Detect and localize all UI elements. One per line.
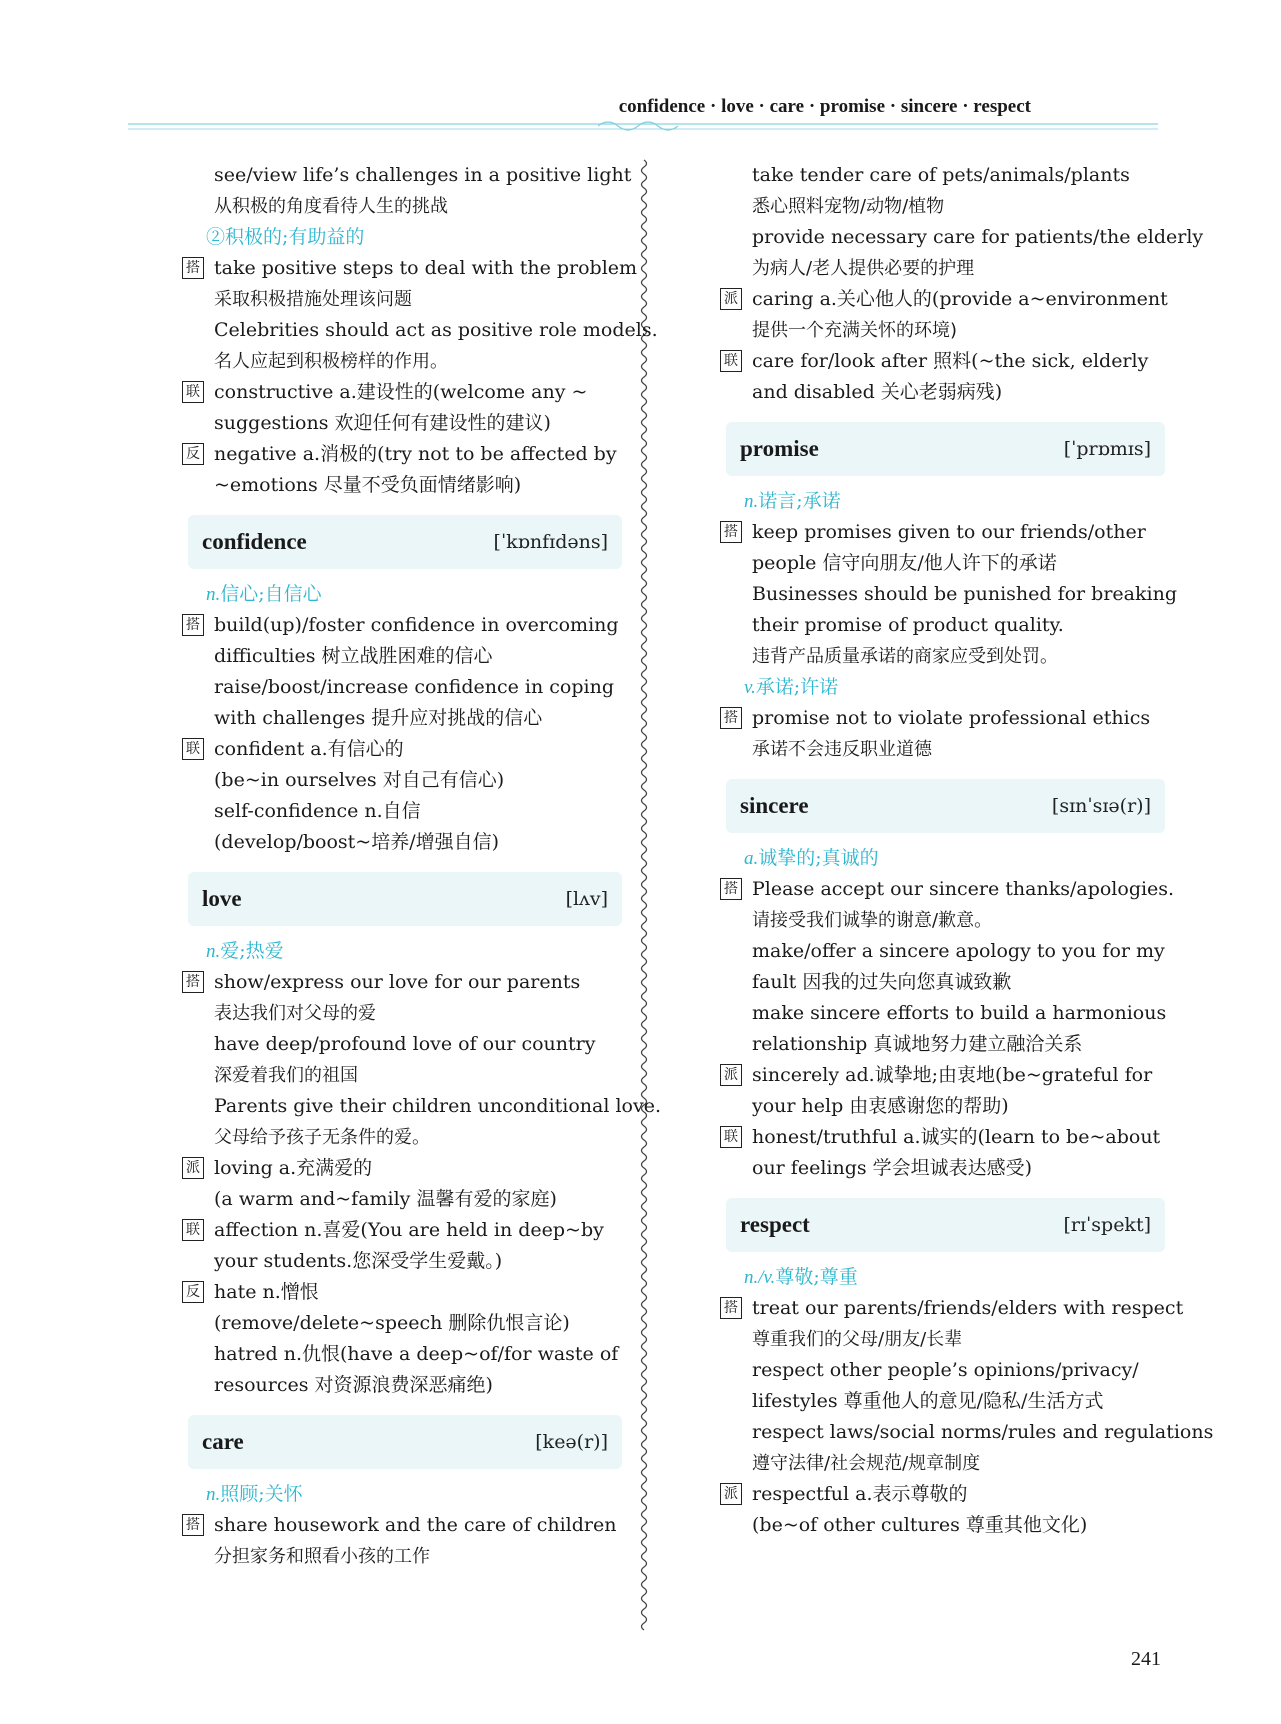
- entry-line: 悉心照料宠物/动物/植物: [752, 196, 945, 217]
- entry-line: 表达我们对父母的爱: [214, 1003, 376, 1024]
- entry-line: 联 care for/look after 照料(~the sick, elderly: [720, 346, 1165, 377]
- collocation-tag: 搭: [182, 257, 204, 279]
- entry-line: 联 confident a.有信心的: [182, 734, 622, 765]
- entry-line: 反 hate n.憎恨: [182, 1277, 622, 1308]
- entry-line: (develop/boost~培养/增强自信): [214, 831, 500, 853]
- entry-line: 父母给予孩子无条件的爱。: [214, 1127, 430, 1148]
- headword-box-confidence: [188, 515, 622, 569]
- entry-line: 遵守法律/社会规范/规章制度: [752, 1453, 981, 1474]
- derivative-tag: 派: [720, 288, 742, 310]
- entry-line: 搭 promise not to violate professional ethics: [720, 703, 1165, 734]
- entry-line: self-confidence n.自信: [214, 800, 421, 822]
- headword: care: [202, 1429, 244, 1454]
- headword: confidence: [202, 529, 307, 554]
- headword-box-respect: [726, 1198, 1165, 1252]
- entry-line: 承诺不会违反职业道德: [752, 739, 932, 760]
- sense-label: n.信心;自信心: [206, 583, 322, 605]
- phonetic: [ˈprɒmɪs]: [1063, 438, 1151, 460]
- page-number: 241: [1131, 1648, 1161, 1670]
- entry-line: 搭 take positive steps to deal with the problem: [182, 253, 622, 284]
- entry-line: 从积极的角度看待人生的挑战: [214, 196, 448, 217]
- entry-line: their promise of product quality.: [752, 614, 1064, 636]
- entry-line: provide necessary care for patients/the elderly: [752, 226, 1204, 248]
- entry-line: respect laws/social norms/rules and regulations: [752, 1421, 1214, 1443]
- entry-line: 违背产品质量承诺的商家应受到处罚。: [752, 646, 1058, 667]
- entry-line: our feelings 学会坦诚表达感受): [752, 1157, 1033, 1179]
- entry-line: Businesses should be punished for breaking: [752, 583, 1177, 605]
- entry-line: (be~in ourselves 对自己有信心): [214, 769, 505, 791]
- collocation-tag: 搭: [182, 1514, 204, 1536]
- entry-line: and disabled 关心老弱病残): [752, 381, 1003, 403]
- entry-line: 尊重我们的父母/朋友/长辈: [752, 1329, 963, 1350]
- headword: love: [202, 886, 242, 911]
- headword: respect: [740, 1212, 810, 1237]
- headword-box-care: [188, 1415, 622, 1469]
- column-divider-ornament: [637, 160, 651, 1620]
- header-ornament-rule: [128, 118, 1158, 138]
- sense-label: n.照顾;关怀: [206, 1483, 303, 1505]
- headword-box-love: [188, 872, 622, 926]
- entry-line: 搭 show/express our love for our parents: [182, 967, 622, 998]
- entry-line: 派 loving a.充满爱的: [182, 1153, 622, 1184]
- right-column: [720, 160, 1214, 1541]
- sense-label: n./v.尊敬;尊重: [744, 1266, 858, 1288]
- derivative-tag: 派: [182, 1157, 204, 1179]
- entry-line: ~emotions 尽量不受负面情绪影响): [214, 474, 522, 496]
- sense-label: a.诚挚的;真诚的: [744, 847, 879, 869]
- entry-line: 搭 build(up)/foster confidence in overcoming: [182, 610, 622, 641]
- sense-label: ②积极的;有助益的: [206, 226, 365, 248]
- sense-label: v.承诺;许诺: [744, 676, 839, 698]
- running-header: confidence · love · care · promise · sincere · respect: [618, 96, 1031, 117]
- entry-line: 联 affection n.喜爱(You are held in deep~by: [182, 1215, 622, 1246]
- entry-line: (remove/delete~speech 删除仇恨言论): [214, 1312, 570, 1334]
- entry-line: make/offer a sincere apology to you for my: [752, 940, 1165, 962]
- antonym-tag: 反: [182, 1281, 204, 1303]
- related-tag: 联: [182, 1219, 204, 1241]
- phonetic: [rɪˈspekt]: [1063, 1214, 1151, 1236]
- entry-line: see/view life’s challenges in a positive light: [214, 164, 632, 186]
- entry-line: take tender care of pets/animals/plants: [752, 164, 1130, 186]
- entry-line: 搭 share housework and the care of children: [182, 1510, 622, 1541]
- entry-line: your students.您深受学生爱戴。): [214, 1250, 503, 1272]
- antonym-tag: 反: [182, 443, 204, 465]
- entry-line: 搭 Please accept our sincere thanks/apologies.: [720, 874, 1165, 905]
- entry-line: have deep/profound love of our country: [214, 1033, 596, 1055]
- sense-label: n.诺言;承诺: [744, 490, 841, 512]
- entry-line: relationship 真诚地努力建立融洽关系: [752, 1033, 1083, 1055]
- entry-line: 请接受我们诚挚的谢意/歉意。: [752, 910, 993, 931]
- entry-line: 派 sincerely ad.诚挚地;由衷地(be~grateful for: [720, 1060, 1165, 1091]
- collocation-tag: 搭: [720, 521, 742, 543]
- derivative-tag: 派: [720, 1483, 742, 1505]
- collocation-tag: 搭: [720, 707, 742, 729]
- entry-line: 搭 keep promises given to our friends/other: [720, 517, 1165, 548]
- entry-line: 名人应起到积极榜样的作用。: [214, 351, 448, 372]
- entry-line: 深爱着我们的祖国: [214, 1065, 358, 1086]
- entry-line: 为病人/老人提供必要的护理: [752, 258, 975, 279]
- collocation-tag: 搭: [720, 1297, 742, 1319]
- entry-line: with challenges 提升应对挑战的信心: [214, 707, 543, 729]
- entry-line: difficulties 树立战胜困难的信心: [214, 645, 493, 667]
- entry-line: Celebrities should act as positive role models.: [214, 319, 658, 341]
- entry-line: fault 因我的过失向您真诚致歉: [752, 971, 1012, 993]
- entry-line: 采取积极措施处理该问题: [214, 289, 412, 310]
- entry-line: people 信守向朋友/他人许下的承诺: [752, 552, 1057, 574]
- entry-line: 反 negative a.消极的(try not to be affected by: [182, 439, 622, 470]
- entry-line: 联 honest/truthful a.诚实的(learn to be~about: [720, 1122, 1165, 1153]
- entry-line: your help 由衷感谢您的帮助): [752, 1095, 1009, 1117]
- headword-box-promise: [726, 422, 1165, 476]
- entry-line: Parents give their children unconditional love.: [214, 1095, 662, 1117]
- collocation-tag: 搭: [720, 878, 742, 900]
- entry-line: 派 respectful a.表示尊敬的: [720, 1479, 1165, 1510]
- collocation-tag: 搭: [182, 614, 204, 636]
- entry-line: raise/boost/increase confidence in coping: [214, 676, 614, 698]
- related-tag: 联: [720, 1126, 742, 1148]
- left-column: [182, 160, 662, 1572]
- headword-box-sincere: [726, 779, 1165, 833]
- entry-line: 提供一个充满关怀的环境): [752, 320, 958, 341]
- headword: sincere: [740, 793, 809, 818]
- entry-line: respect other people’s opinions/privacy/: [752, 1359, 1139, 1381]
- sense-label: n.爱;热爱: [206, 940, 284, 962]
- entry-line: make sincere efforts to build a harmonious: [752, 1002, 1167, 1024]
- phonetic: [keə(r)]: [535, 1431, 608, 1453]
- entry-line: suggestions 欢迎任何有建设性的建议): [214, 412, 551, 434]
- entry-line: 搭 treat our parents/friends/elders with respect: [720, 1293, 1165, 1324]
- entry-line: 分担家务和照看小孩的工作: [214, 1546, 430, 1567]
- entry-line: 联 constructive a.建设性的(welcome any ~: [182, 377, 622, 408]
- derivative-tag: 派: [720, 1064, 742, 1086]
- phonetic: [sɪnˈsɪə(r)]: [1051, 795, 1151, 817]
- phonetic: [lʌv]: [565, 888, 608, 910]
- collocation-tag: 搭: [182, 971, 204, 993]
- related-tag: 联: [182, 738, 204, 760]
- entry-line: 派 caring a.关心他人的(provide a~environment: [720, 284, 1165, 315]
- related-tag: 联: [182, 381, 204, 403]
- entry-line: (a warm and~family 温馨有爱的家庭): [214, 1188, 557, 1210]
- related-tag: 联: [720, 350, 742, 372]
- entry-line: (be~of other cultures 尊重其他文化): [752, 1514, 1088, 1536]
- headword: promise: [740, 436, 819, 461]
- entry-line: hatred n.仇恨(have a deep~of/for waste of: [214, 1343, 619, 1365]
- entry-line: resources 对资源浪费深恶痛绝): [214, 1374, 493, 1396]
- phonetic: [ˈkɒnfɪdəns]: [493, 531, 608, 553]
- entry-line: lifestyles 尊重他人的意见/隐私/生活方式: [752, 1390, 1104, 1412]
